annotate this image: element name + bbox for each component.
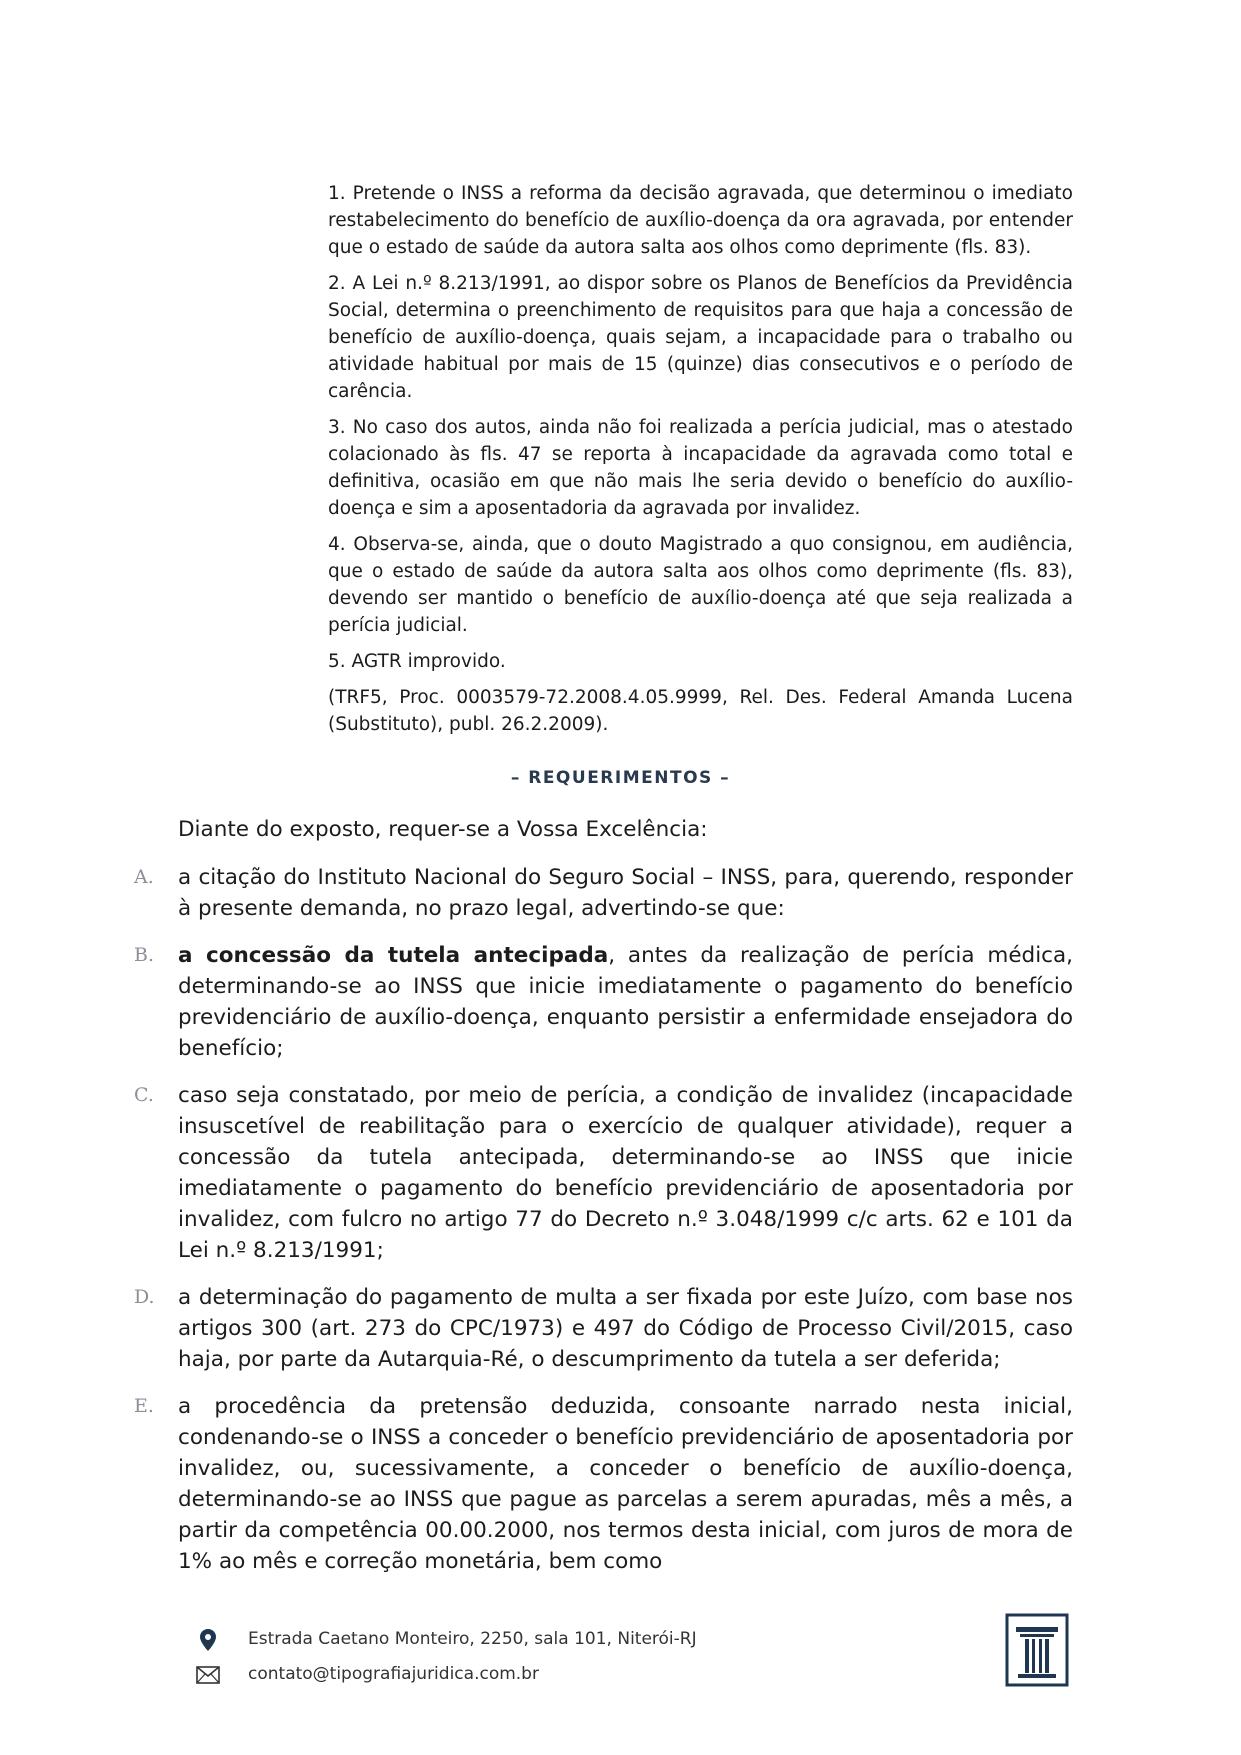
request-item-d bbox=[134, 1282, 1073, 1375]
section-title: – REQUERIMENTOS – bbox=[510, 768, 731, 788]
quote-paragraph-2: 2. A Lei n.º 8.213/1991, ao dispor sobre os Planos de Benefícios da Previdência Social, determina o preenchimento de requisitos para que haja a concessão de benefício de auxílio-doença, quais sejam, a incapacidade para o trabalho ou atividade habitual por mais de 15 (quinze) dias consecutivos e o período de carência. bbox=[328, 273, 1073, 402]
requests-list bbox=[134, 862, 1073, 1593]
request-letter: E. bbox=[134, 1395, 154, 1417]
footer-address: Estrada Caetano Monteiro, 2250, sala 101, Niterói-RJ bbox=[248, 1629, 697, 1649]
footer-contact bbox=[196, 1622, 697, 1692]
request-text: caso seja constatado, por meio de perícia, a condição de invalidez (incapacidade insuscetível de reabilitação para o exercício de qualquer atividade), requer a concessão da tutela antecipada, determinando-se ao INSS que inicie imediatamente o pagamento do benefício previdenciário de aposentadoria por invalidez, com fulcro no artigo 77 do Decreto n.º 3.048/1999 c/c arts. 62 e 101 da Lei n.º 8.213/1991; bbox=[178, 1083, 1073, 1263]
requests-intro: Diante do exposto, requer-se a Vossa Excelência: bbox=[178, 817, 708, 842]
request-text: a determinação do pagamento de multa a ser fixada por este Juízo, com base nos artigos 300 (art. 273 do CPC/1973) e 497 do Código de Processo Civil/2015, caso haja, por parte da Autarquia-Ré, o descumprimento da tutela a ser deferida; bbox=[178, 1285, 1073, 1372]
request-item-a bbox=[134, 862, 1073, 924]
request-letter: B. bbox=[134, 944, 155, 966]
request-text bbox=[178, 943, 1073, 1061]
request-bold-text: a concessão da tutela antecipada bbox=[178, 943, 609, 968]
request-text: a procedência da pretensão deduzida, consoante narrado nesta inicial, condenando-se o INSS a conceder o benefício previdenciário de aposentadoria por invalidez, ou, sucessivamente, a conceder o benefício de auxílio-doença, determinando-se ao INSS que pague as parcelas a serem apuradas, mês a mês, a partir da competência 00.00.2000, nos termos desta inicial, com juros de mora de 1% ao mês e correção monetária, bem como bbox=[178, 1394, 1073, 1574]
quote-paragraph-3: 3. No caso dos autos, ainda não foi realizada a perícia judicial, mas o atestado colacionado às fls. 47 se reporta à incapacidade da agravada como total e definitiva, ocasião em que não mais lhe seria devido o benefício do auxílio-doença e sim a aposentadoria da agravada por invalidez. bbox=[328, 417, 1073, 519]
request-item-b bbox=[134, 940, 1073, 1064]
footer-email[interactable]: contato@tipografiajuridica.com.br bbox=[248, 1664, 539, 1684]
quote-citation: (TRF5, Proc. 0003579-72.2008.4.05.9999, Rel. Des. Federal Amanda Lucena (Substituto), publ. 26.2.2009). bbox=[328, 687, 1073, 735]
request-text-rest: , antes da realização de perícia médica, determinando-se ao INSS que inicie imediatamente o pagamento do benefício previdenciário de auxílio-doença, enquanto persistir a enfermidade ensejadora do benefício; bbox=[178, 943, 1073, 1061]
request-letter: C. bbox=[134, 1084, 154, 1106]
quote-paragraph-4: 4. Observa-se, ainda, que o douto Magistrado a quo consignou, em audiência, que o estado de saúde da autora salta aos olhos como deprimente (fls. 83), devendo ser mantido o benefício de auxílio-doença até que seja realizada a perícia judicial. bbox=[328, 534, 1073, 636]
quote-paragraph-5: 5. AGTR improvido. bbox=[328, 651, 506, 672]
footer-address-row bbox=[196, 1622, 697, 1657]
request-letter: A. bbox=[134, 866, 154, 888]
request-text: a citação do Instituto Nacional do Seguro Social – INSS, para, querendo, responder à presente demanda, no prazo legal, advertindo-se que: bbox=[178, 865, 1073, 921]
firm-logo bbox=[1005, 1613, 1069, 1687]
map-pin-icon bbox=[196, 1628, 220, 1652]
envelope-icon bbox=[196, 1663, 220, 1687]
request-item-e bbox=[134, 1391, 1073, 1577]
request-letter: D. bbox=[134, 1286, 155, 1308]
quote-paragraph-1: 1. Pretende o INSS a reforma da decisão agravada, que determinou o imediato restabelecimento do benefício de auxílio-doença da ora agravada, por entender que o estado de saúde da autora salta aos olhos como deprimente (fls. 83). bbox=[328, 183, 1073, 258]
request-item-c bbox=[134, 1080, 1073, 1266]
quoted-jurisprudence bbox=[328, 180, 1073, 747]
footer-email-row bbox=[196, 1657, 697, 1692]
